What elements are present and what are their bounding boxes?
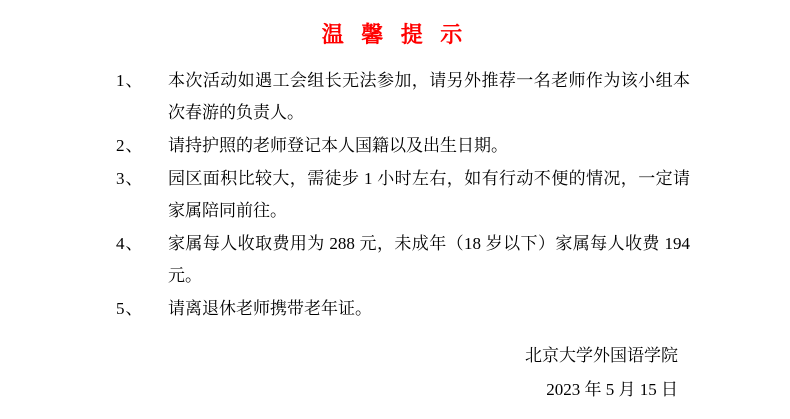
list-item-text: 请持护照的老师登记本人国籍以及出生日期。 (168, 136, 508, 155)
list-item-number: 3、 (116, 169, 144, 188)
list-item-text: 园区面积比较大，需徒步 1 小时左右，如有行动不便的情况，一定请家属陪同前往。 (168, 169, 690, 220)
list-item-text: 家属每人收取费用为 288 元，未成年（18 岁以下）家属每人收费 194 元。 (168, 234, 690, 285)
signature-date: 2023 年 5 月 15 日 (546, 380, 678, 399)
list-item-text: 本次活动如遇工会组长无法参加，请另外推荐一名老师作为该小组本次春游的负责人。 (168, 71, 690, 122)
notice-list (0, 65, 790, 325)
list-item-text: 请离退休老师携带老年证。 (168, 299, 372, 318)
page-title: 温 馨 提 示 (321, 22, 469, 47)
document-page (0, 18, 790, 419)
list-item-number: 2、 (116, 136, 144, 155)
list-item (116, 65, 690, 129)
list-item (116, 163, 690, 227)
signature: 北京大学外国语学院 (525, 346, 678, 365)
list-item (116, 228, 690, 292)
list-item-number: 5、 (116, 299, 144, 318)
list-item-number: 1、 (116, 71, 144, 90)
list-item (116, 130, 690, 162)
list-item-number: 4、 (116, 234, 144, 253)
list-item (116, 293, 690, 325)
